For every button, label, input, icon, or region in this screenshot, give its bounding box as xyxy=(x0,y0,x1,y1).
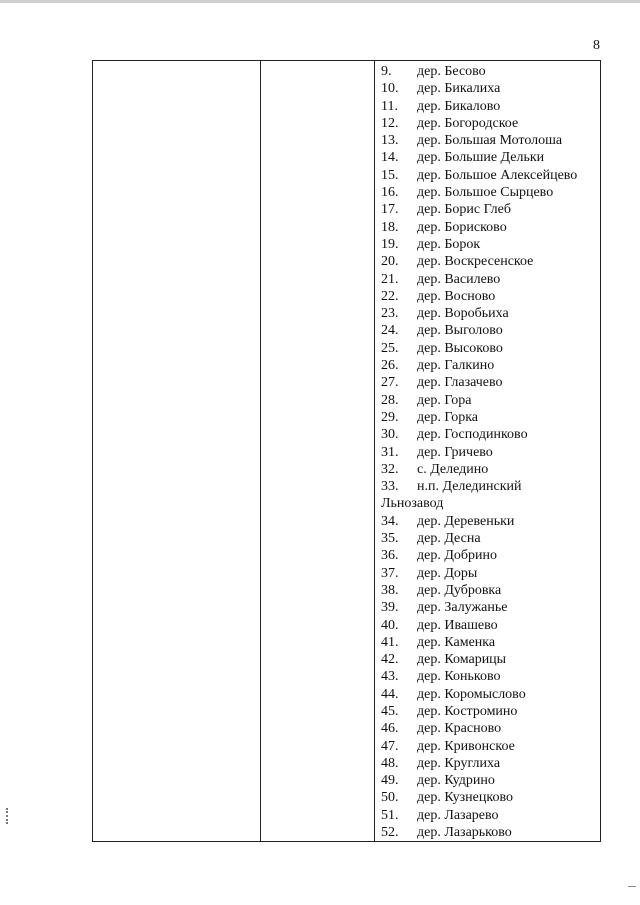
item-number: 42. xyxy=(381,652,399,668)
item-number: 49. xyxy=(381,773,399,789)
settlement-name: дер. Восново xyxy=(417,288,496,304)
settlement-name: дер. Доры xyxy=(417,565,478,581)
item-number: 37. xyxy=(381,565,399,581)
list-item xyxy=(381,149,597,166)
item-number: 17. xyxy=(381,202,399,218)
item-number: 52. xyxy=(381,825,399,841)
list-item xyxy=(381,271,597,288)
settlement-name: дер. Большое Сырцево xyxy=(417,185,554,201)
settlement-name: дер. Борисково xyxy=(417,219,507,235)
list-item xyxy=(381,513,597,530)
list-item xyxy=(381,340,597,357)
list-item xyxy=(381,530,597,547)
item-number: 39. xyxy=(381,600,399,616)
list-item xyxy=(381,772,597,789)
settlement-name: дер. Десна xyxy=(417,531,481,547)
settlement-name: дер. Комарицы xyxy=(417,652,507,668)
settlement-name: дер. Высоково xyxy=(417,340,503,356)
settlements-list xyxy=(381,63,597,841)
item-number: 35. xyxy=(381,531,399,547)
item-number: 14. xyxy=(381,150,399,166)
item-number: 44. xyxy=(381,686,399,702)
item-number: 43. xyxy=(381,669,399,685)
list-item xyxy=(381,755,597,772)
list-item xyxy=(381,98,597,115)
item-number: 50. xyxy=(381,790,399,806)
item-number: 19. xyxy=(381,236,399,252)
list-item xyxy=(381,807,597,824)
settlement-name: дер. Василево xyxy=(417,271,501,287)
list-item xyxy=(381,63,597,80)
item-number: 32. xyxy=(381,461,399,477)
settlement-name: дер. Каменка xyxy=(417,634,496,650)
settlement-name-continuation: Льнозавод xyxy=(381,496,444,512)
list-item xyxy=(381,115,597,132)
list-item xyxy=(381,219,597,236)
settlement-name: дер. Красново xyxy=(417,721,502,737)
settlement-name: дер. Ивашево xyxy=(417,617,498,633)
item-number: 28. xyxy=(381,392,399,408)
list-item xyxy=(381,374,597,391)
list-item xyxy=(381,322,597,339)
scan-artifact xyxy=(6,808,10,824)
list-item xyxy=(381,789,597,806)
list-item xyxy=(381,409,597,426)
item-number: 47. xyxy=(381,738,399,754)
list-item xyxy=(381,132,597,149)
settlement-name: дер. Кривонское xyxy=(417,738,515,754)
list-item xyxy=(381,703,597,720)
list-item xyxy=(381,444,597,461)
settlement-name: дер. Горка xyxy=(417,409,479,425)
item-number: 48. xyxy=(381,755,399,771)
settlement-name: дер. Богородское xyxy=(417,115,519,131)
settlement-name: дер. Лазарево xyxy=(417,807,499,823)
item-number: 36. xyxy=(381,548,399,564)
settlement-name: дер. Круглиха xyxy=(417,755,501,771)
item-number: 24. xyxy=(381,323,399,339)
list-item xyxy=(381,686,597,703)
list-item xyxy=(381,651,597,668)
settlement-name: дер. Большая Мотолоша xyxy=(417,133,563,149)
item-number: 40. xyxy=(381,617,399,633)
list-item xyxy=(381,236,597,253)
item-number: 16. xyxy=(381,185,399,201)
list-item xyxy=(381,253,597,270)
column-divider xyxy=(374,61,375,841)
settlement-name: дер. Господинково xyxy=(417,427,528,443)
page-top-rule xyxy=(0,0,640,3)
item-number: 46. xyxy=(381,721,399,737)
settlement-name: дер. Глазачево xyxy=(417,375,503,391)
settlement-name: дер. Галкино xyxy=(417,358,495,374)
page-number: 8 xyxy=(593,38,600,53)
settlement-name: дер. Большие Дельки xyxy=(417,150,545,166)
item-number: 9. xyxy=(381,64,392,79)
list-item xyxy=(381,426,597,443)
settlement-name: дер. Кудрино xyxy=(417,773,495,789)
settlement-name: дер. Деревеньки xyxy=(417,513,515,529)
item-number: 20. xyxy=(381,254,399,270)
item-number: 18. xyxy=(381,219,399,235)
settlement-name: дер. Воробьиха xyxy=(417,306,509,322)
item-number: 51. xyxy=(381,807,399,823)
settlement-name: н.п. Делединский xyxy=(417,479,522,495)
settlement-name: дер. Выголово xyxy=(417,323,503,339)
list-item xyxy=(381,720,597,737)
settlement-name: дер. Бикалиха xyxy=(417,81,501,97)
item-number: 26. xyxy=(381,358,399,374)
list-item xyxy=(381,184,597,201)
list-item xyxy=(381,201,597,218)
list-item xyxy=(381,738,597,755)
list-item xyxy=(381,582,597,599)
item-number: 29. xyxy=(381,409,399,425)
list-item xyxy=(381,547,597,564)
item-number: 25. xyxy=(381,340,399,356)
settlement-name: дер. Добрино xyxy=(417,548,497,564)
list-item xyxy=(381,634,597,651)
item-number: 10. xyxy=(381,81,399,97)
list-item xyxy=(381,461,597,478)
item-number: 30. xyxy=(381,427,399,443)
settlement-name: дер. Лазарьково xyxy=(417,825,512,841)
scan-artifact xyxy=(628,886,636,887)
item-number: 13. xyxy=(381,133,399,149)
item-number: 12. xyxy=(381,115,399,131)
list-item xyxy=(381,357,597,374)
settlement-name: дер. Залужанье xyxy=(417,600,508,616)
item-number: 34. xyxy=(381,513,399,529)
item-number: 45. xyxy=(381,703,399,719)
settlement-name: дер. Гора xyxy=(417,392,472,408)
item-number: 21. xyxy=(381,271,399,287)
list-item xyxy=(381,392,597,409)
settlement-name: дер. Коромыслово xyxy=(417,686,526,702)
settlement-name: дер. Кузнецково xyxy=(417,790,513,806)
settlement-name: дер. Гричево xyxy=(417,444,493,460)
item-number: 15. xyxy=(381,167,399,183)
settlement-name: дер. Бесово xyxy=(417,64,486,79)
item-number: 38. xyxy=(381,582,399,598)
settlement-name: с. Деледино xyxy=(417,461,489,477)
list-item xyxy=(381,288,597,305)
item-number: 22. xyxy=(381,288,399,304)
settlements-table xyxy=(92,60,601,842)
item-number: 11. xyxy=(381,98,398,114)
item-number: 31. xyxy=(381,444,399,460)
settlement-name: дер. Костромино xyxy=(417,703,518,719)
settlement-name: дер. Коньково xyxy=(417,669,501,685)
settlement-name: дер. Дубровка xyxy=(417,582,502,598)
item-number: 27. xyxy=(381,375,399,391)
column-divider xyxy=(260,61,261,841)
settlement-name: дер. Борок xyxy=(417,236,481,252)
item-number: 33. xyxy=(381,479,399,495)
list-item xyxy=(381,478,597,495)
settlement-name: дер. Большое Алексейцево xyxy=(417,167,578,183)
settlement-name: дер. Бикалово xyxy=(417,98,501,114)
list-item xyxy=(381,167,597,184)
settlement-name: дер. Воскресенское xyxy=(417,254,534,270)
list-item xyxy=(381,824,597,841)
list-item xyxy=(381,617,597,634)
item-number: 23. xyxy=(381,306,399,322)
item-number: 41. xyxy=(381,634,399,650)
settlement-name: дер. Борис Глеб xyxy=(417,202,511,218)
list-item xyxy=(381,599,597,616)
list-item xyxy=(381,80,597,97)
list-item xyxy=(381,668,597,685)
list-item xyxy=(381,565,597,582)
list-item xyxy=(381,305,597,322)
